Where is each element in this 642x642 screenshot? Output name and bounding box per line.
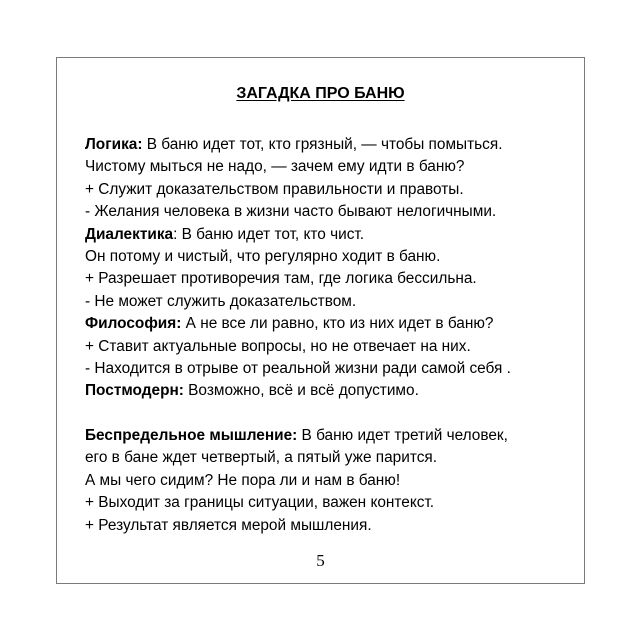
boundless-text: В баню идет третий человек,: [297, 427, 508, 445]
philosophy-text: А не все ли равно, кто из них идет в баню?: [181, 315, 494, 333]
postmodern-term: Постмодерн:: [85, 382, 184, 400]
boundless-line: его в бане ждет четвертый, а пятый уже парится.: [85, 449, 438, 467]
boundless-pro-line: + Выходит за границы ситуации, важен контекст.: [85, 494, 435, 512]
boundless-pro-line: + Результат является мерой мышления.: [85, 516, 372, 534]
boundless-line: А мы чего сидим? Не пора ли и нам в баню!: [85, 471, 401, 489]
boundless-term: Беспредельное мышление:: [85, 427, 298, 445]
boundless-first-line: [85, 425, 576, 447]
dialectics-pro-line: + Разрешает противоречия там, где логика бессильна.: [85, 270, 477, 288]
dialectics-text: : В баню идет тот, кто чист.: [173, 225, 365, 243]
logic-term: Логика:: [85, 136, 143, 153]
philosophy-con-line: - Находится в отрыве от реальной жизни ради самой себя .: [85, 359, 511, 377]
logic-text: В баню идет тот, кто грязный, — чтобы помыться.: [142, 136, 503, 153]
logic-first-line: [85, 134, 576, 156]
dialectics-first-line: [85, 224, 576, 246]
postmodern-text: Возможно, всё и всё допустимо.: [183, 382, 419, 400]
logic-con-line: - Желания человека в жизни часто бывают нелогичными.: [85, 203, 497, 221]
document-page: [56, 57, 585, 584]
dialectics-line: Он потому и чистый, что регулярно ходит в баню.: [85, 247, 441, 265]
document-body: [85, 134, 576, 537]
postmodern-first-line: [85, 380, 576, 402]
page-number: 5: [316, 551, 325, 570]
dialectics-term: Диалектика: [85, 225, 174, 243]
document-title: ЗАГАДКА ПРО БАНЮ: [236, 85, 405, 102]
philosophy-term: Философия:: [85, 315, 182, 333]
logic-line: Чистому мыться не надо, — зачем ему идти в баню?: [85, 158, 465, 176]
philosophy-first-line: [85, 313, 576, 335]
blank-line: [85, 403, 576, 425]
dialectics-con-line: - Не может служить доказательством.: [85, 292, 357, 310]
philosophy-pro-line: + Ставит актуальные вопросы, но не отвечает на них.: [85, 337, 471, 355]
logic-pro-line: + Служит доказательством правильности и правоты.: [85, 180, 464, 198]
